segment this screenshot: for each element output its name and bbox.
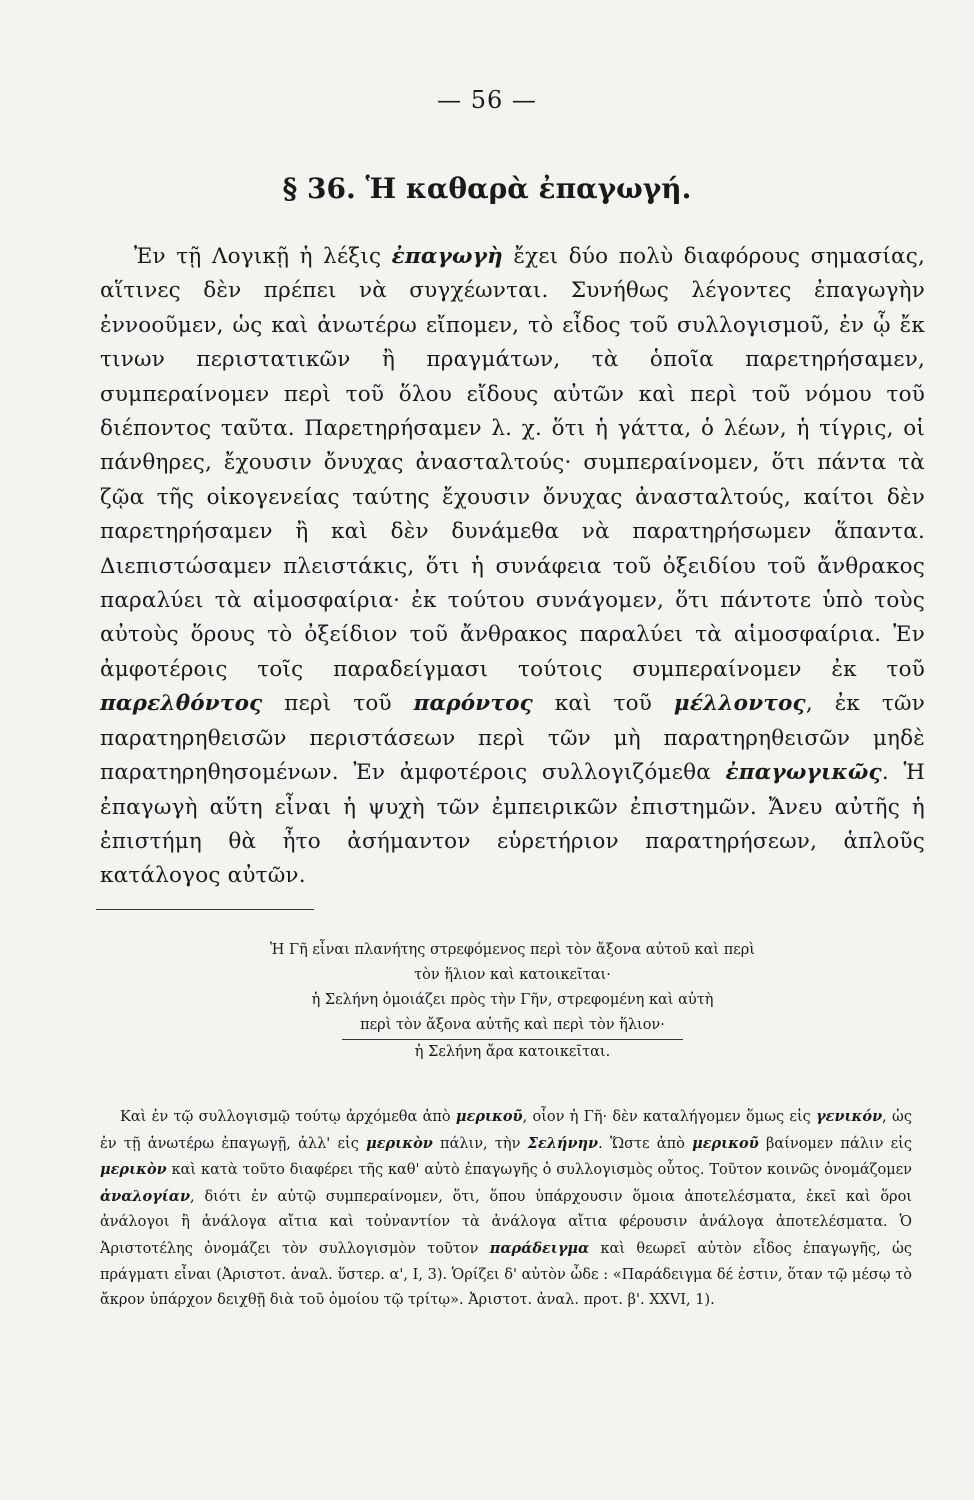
text-run: . Ἡ ἐπαγωγὴ αὕτη εἶναι ἡ ψυχὴ τῶν ἐμπειρικῶν ἐπιστημῶν. Ἄνευ αὐτῆς ἡ ἐπιστήμη θὰ ἦτο ἀσήμαντον εὑρετήριον παρατηρήσεων, ἁπλοῦς κατάλογος αὐτῶν. bbox=[100, 760, 925, 889]
emphasized-term: ἀναλογίαν bbox=[100, 1187, 191, 1205]
text-run: Καὶ ἐν τῷ συλλογισμῷ τούτῳ ἀρχόμεθα ἀπὸ bbox=[120, 1109, 456, 1125]
emphasized-term: μερικὸν bbox=[366, 1134, 433, 1152]
emphasized-term: ἐπαγωγικῶς bbox=[725, 760, 882, 786]
text-run: , οἷον ἡ Γῆ· δὲν καταλήγομεν ὅμως εἰς bbox=[522, 1109, 817, 1125]
text-run: Ἐν τῇ Λογικῇ ἡ λέξις bbox=[134, 244, 392, 269]
syllogism-line: Ἡ Γῆ εἶναι πλανήτης στρεφόμενος περὶ τὸν ἄξονα αὐτοῦ καὶ περὶ bbox=[270, 942, 755, 958]
emphasized-term: παρελθόντος bbox=[100, 691, 263, 717]
text-run: βαίνομεν πάλιν εἰς bbox=[758, 1135, 912, 1152]
text-run: ἔχει δύο πολὺ διαφόρους σημασίας, αἵτινες δὲν πρέπει νὰ συγχέωνται. Συνήθως λέγοντες ἐπαγωγὴν ἐννοοῦμεν, ὡς καὶ ἀνωτέρω εἴπομεν, τὸ εἶδος τοῦ συλλογισμοῦ, ἐν ᾧ ἔκ τινων περιστατικῶν ἢ πραγμάτων, τὰ ὁποῖα παρετηρήσαμεν, συμπεραίνομεν περὶ τοῦ ὅλου εἴδους αὐτῶν καὶ περὶ τοῦ νόμου τοῦ διέποντος ταῦτα. Παρετηρήσαμεν λ. χ. ὅτι ἡ γάττα, ὁ λέων, ἡ τίγρις, οἱ πάνθηρες, ἔχουσιν ὄνυχας ἀνασταλτούς· συμπεραίνομεν, ὅτι πάντα τὰ ζῷα τῆς οἰκογενείας ταύτης ἔχουσιν ὄνυχας ἀνασταλτούς, καίτοι δὲν παρετηρήσαμεν ἢ καὶ δὲν δυνάμεθα νὰ παρατηρήσωμεν ἅπαντα. Διεπιστώσαμεν πλειστάκις, ὅτι ἡ συνάφεια τοῦ ὀξειδίου τοῦ ἄνθρακος παραλύει τὰ αἱμοσφαίρια· ἐκ τούτου συνάγομεν, ὅτι πάντοτε ὑπὸ τοὺς αὐτοὺς ὅρους τὸ ὀξείδιον τοῦ ἄνθρακος παραλύει τὰ αἱμοσφαίρια. Ἐν ἀμφοτέροις τοῖς παραδείγμασι τούτοις συμπεραίνομεν ἐκ τοῦ bbox=[100, 244, 925, 682]
footnote-paragraph bbox=[100, 1104, 912, 1314]
text-run: , ὡς ἐν τῇ ἀνωτέρω ἐπαγωγῇ, ἀλλ' εἰς bbox=[100, 1109, 912, 1152]
text-run: καὶ κατὰ τοῦτο διαφέρει τῆς καθ' αὑτὸ ἐπαγωγῆς ὁ συλλογισμὸς οὗτος. Τοῦτον κοινῶς ὀνομάζομεν bbox=[166, 1162, 912, 1179]
text-run: , διότι ἐν αὐτῷ συμπεραίνομεν, ὅτι, ὅπου ὑπάρχουσιν ὅμοια ἀποτελέσματα, ἐκεῖ καὶ ὅροι ἀνάλογοι ἢ ἀνάλογα αἴτια καὶ τοὐναντίον τὰ ἀνάλογα αἴτια φέρουσιν ἀνάλογα ἀποτελέσματα. Ὁ Ἀριστοτέλης ὀνομάζει τὸν συλλογισμὸν τοῦτον bbox=[100, 1188, 912, 1257]
emphasized-term: μερικοῦ bbox=[692, 1134, 759, 1152]
syllogism-line: τὸν ἥλιον καὶ κατοικεῖται· bbox=[414, 967, 611, 983]
section-heading: § 36. Ἡ καθαρὰ ἐπαγωγή. bbox=[282, 172, 692, 205]
emphasized-term: γενικόν bbox=[816, 1108, 883, 1125]
syllogism-example bbox=[100, 938, 925, 1065]
syllogism-line: ἡ Σελήνη ὁμοιάζει πρὸς τὴν Γῆν, στρεφομένη καὶ αὐτὴ bbox=[311, 992, 714, 1008]
emphasized-term: μερικοῦ bbox=[455, 1108, 523, 1125]
emphasized-term: παρόντος bbox=[413, 691, 533, 717]
text-run: , ἐκ τῶν παρατηρηθεισῶν περιστάσεων περὶ τῶν μὴ παρατηρηθεισῶν μηδὲ παρατηρηθησομένων. Ἐν ἀμφοτέροις συλλογιζόμεθα bbox=[100, 691, 925, 786]
separator-rule bbox=[96, 909, 314, 910]
syllogism-conclusion: ἡ Σελήνη ἄρα κατοικεῖται. bbox=[414, 1044, 611, 1060]
syllogism-line: περὶ τὸν ἄξονα αὐτῆς καὶ περὶ τὸν ἥλιον· bbox=[342, 1013, 683, 1040]
text-run: . Ὥστε ἀπὸ bbox=[598, 1135, 693, 1152]
emphasized-term: παράδειγμα bbox=[489, 1239, 590, 1257]
text-run: καὶ θεωρεῖ αὐτὸν εἶδος ἐπαγωγῆς, ὡς πράγματι εἶναι (Ἀριστοτ. ἀναλ. ὕστερ. α', Ι, 3). Ὁρίζει δ' αὐτὸν ὧδε : «Παράδειγμα δέ ἐστιν, ὅταν τῷ μέσῳ τὸ ἄκρον ὑπάρχον δειχθῇ διὰ τοῦ ὁμοίου τῷ τρίτῳ». Ἀριστοτ. ἀναλ. προτ. β'. XXVI, 1). bbox=[100, 1240, 912, 1309]
emphasized-term: ἐπαγωγὴ bbox=[391, 244, 503, 269]
emphasized-term: μέλλοντος bbox=[673, 691, 806, 717]
text-run: καὶ τοῦ bbox=[532, 691, 674, 717]
text-run: πάλιν, τὴν bbox=[432, 1135, 528, 1152]
syllogism-premise-underlined bbox=[100, 1013, 925, 1040]
main-paragraph bbox=[100, 240, 925, 894]
page-number: — 56 — bbox=[437, 86, 537, 114]
emphasized-term: Σελήνην bbox=[527, 1134, 599, 1152]
emphasized-term: μερικὸν bbox=[100, 1161, 167, 1179]
text-run: περὶ τοῦ bbox=[262, 691, 414, 717]
